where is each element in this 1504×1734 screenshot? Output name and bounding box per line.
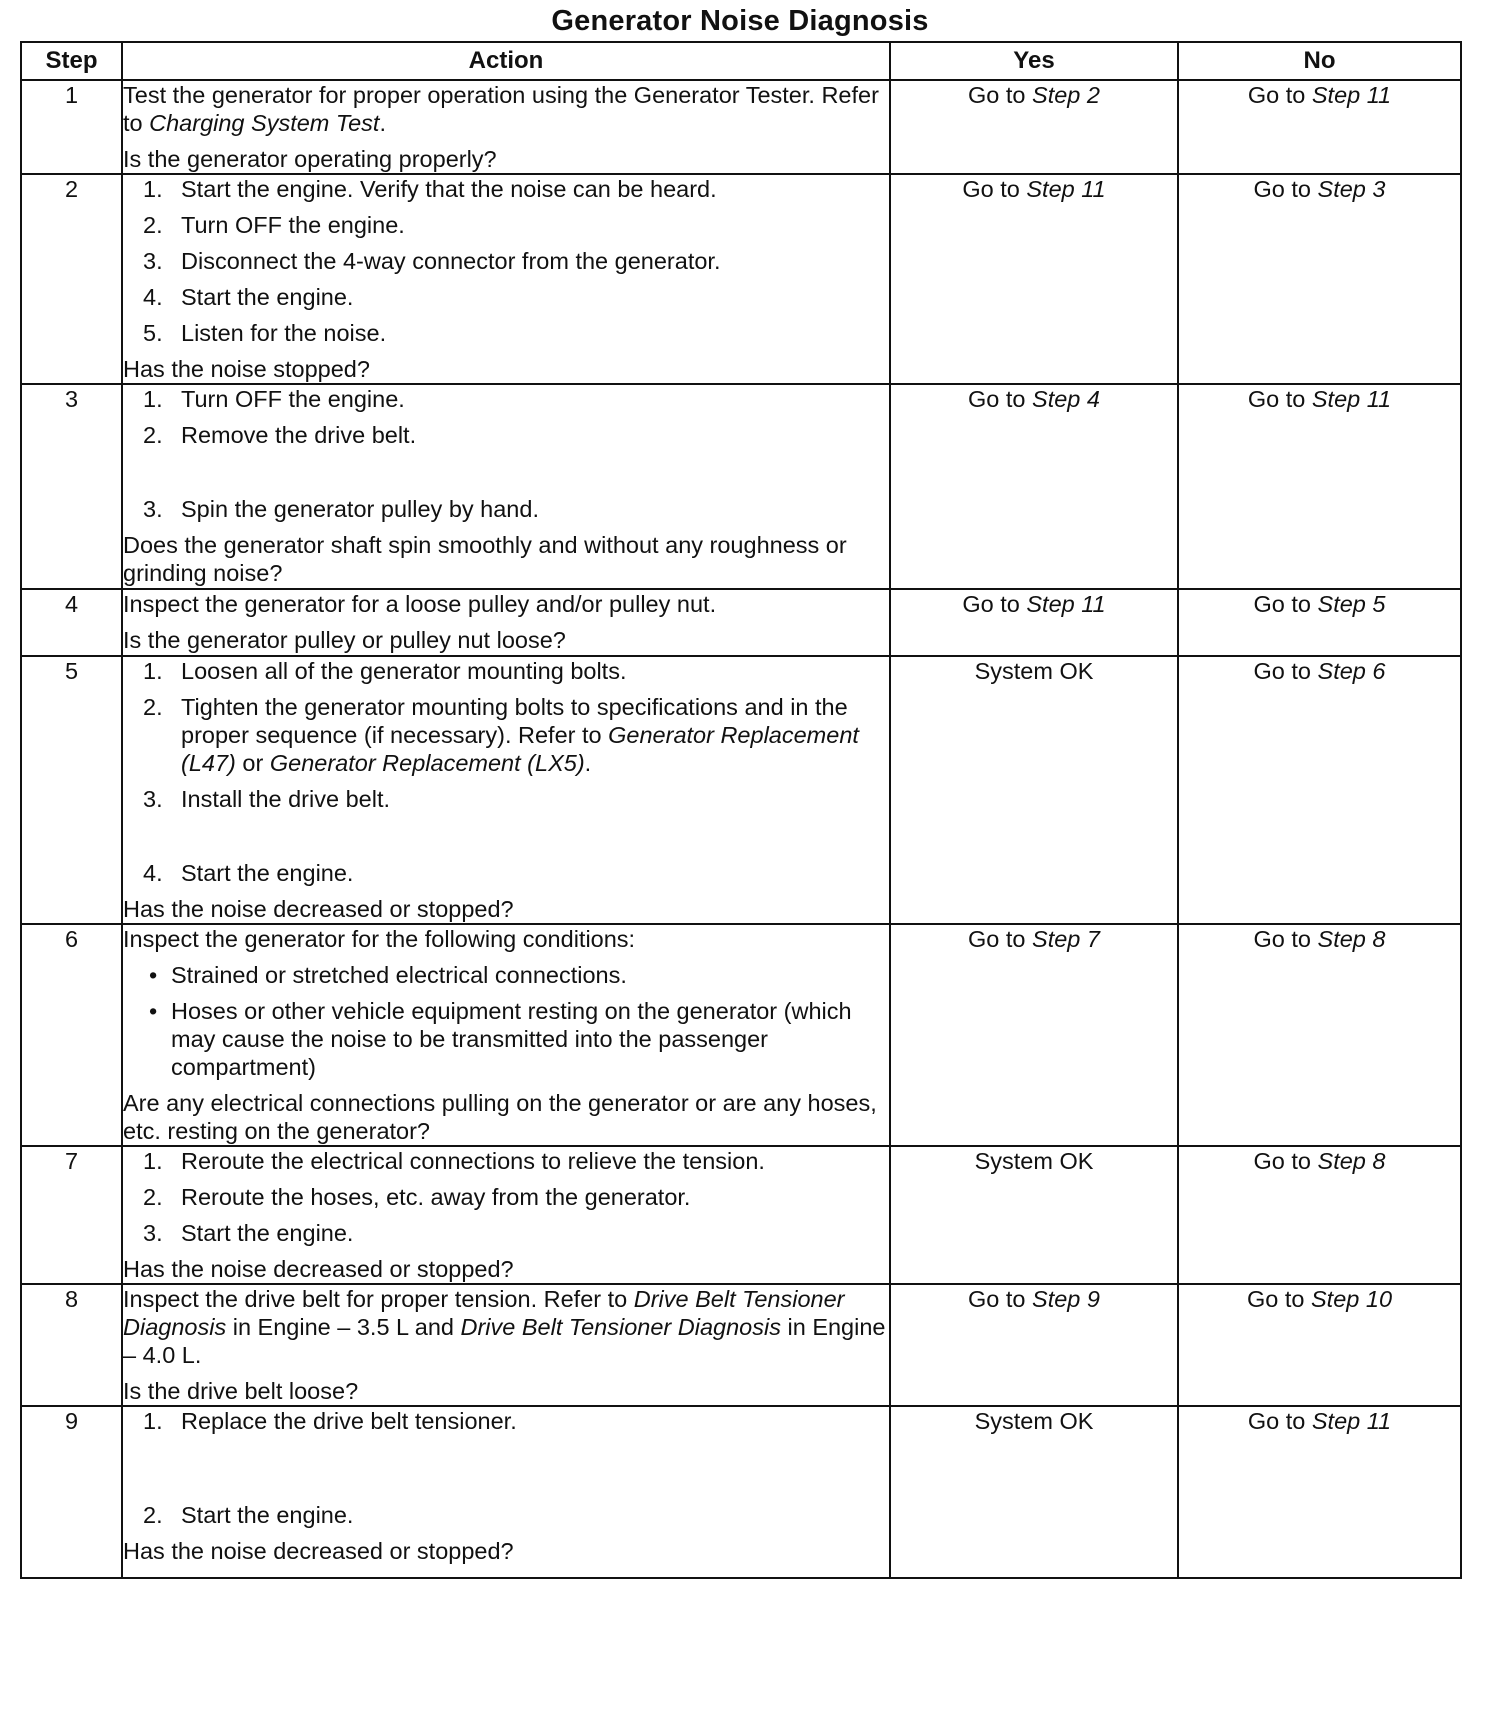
no-result-text: Go to bbox=[1253, 1148, 1318, 1174]
yes-result bbox=[890, 174, 1178, 384]
no-result-text: Go to bbox=[1247, 1408, 1312, 1434]
list-item-number: 2. bbox=[143, 1184, 163, 1210]
instruction-text: Inspect the generator for the following conditions: bbox=[123, 926, 636, 952]
header-yes: Yes bbox=[890, 42, 1178, 80]
list-item-text: Tighten the generator mounting bolts to specifications and in the proper sequence (if necessary). Refer to bbox=[181, 694, 848, 748]
list-item-text: Disconnect the 4-way connector from the generator. bbox=[181, 248, 721, 274]
action-instruction bbox=[123, 81, 889, 137]
table-row bbox=[21, 80, 1461, 174]
instruction-text: Inspect the generator for a loose pulley and/or pulley nut. bbox=[123, 591, 717, 617]
yes-result-text: Go to bbox=[962, 591, 1027, 617]
no-result bbox=[1178, 1146, 1461, 1284]
header-action: Action bbox=[122, 42, 890, 80]
list-item bbox=[123, 319, 889, 347]
condition-item bbox=[123, 961, 889, 989]
list-item bbox=[123, 283, 889, 311]
list-item-number: 3. bbox=[143, 496, 163, 522]
no-result-text: Go to bbox=[1253, 926, 1318, 952]
action-steps-list bbox=[123, 175, 889, 347]
instruction-text: in Engine – 4.0 L. bbox=[123, 1314, 886, 1368]
no-result-reference: Step 10 bbox=[1311, 1286, 1393, 1312]
condition-list bbox=[123, 961, 889, 1081]
list-item-text: Reroute the electrical connections to relieve the tension. bbox=[181, 1148, 765, 1174]
action-question: Has the noise stopped? bbox=[123, 356, 370, 382]
instruction-reference: Drive Belt Tensioner Diagnosis bbox=[460, 1314, 781, 1340]
yes-result-text: System OK bbox=[974, 1408, 1094, 1434]
step-number: 3 bbox=[21, 384, 122, 589]
list-item bbox=[123, 1147, 889, 1175]
step-number: 1 bbox=[21, 80, 122, 174]
action-question: Is the generator operating properly? bbox=[123, 146, 497, 172]
no-result bbox=[1178, 384, 1461, 589]
action-cell bbox=[122, 80, 890, 174]
list-item bbox=[123, 1501, 889, 1529]
list-item-number: 2. bbox=[143, 1502, 163, 1528]
action-question: Does the generator shaft spin smoothly and without any roughness or grinding noise? bbox=[123, 532, 847, 586]
list-item-text: Reroute the hoses, etc. away from the generator. bbox=[181, 1184, 691, 1210]
instruction-text: Test the generator for proper operation using the Generator Tester. Refer to bbox=[123, 82, 879, 136]
step-number: 2 bbox=[21, 174, 122, 384]
action-cell bbox=[122, 1284, 890, 1406]
no-result bbox=[1178, 924, 1461, 1146]
yes-result bbox=[890, 924, 1178, 1146]
header-step: Step bbox=[21, 42, 122, 80]
list-item-number: 4. bbox=[143, 860, 163, 886]
list-item-text: Turn OFF the engine. bbox=[181, 212, 405, 238]
list-item-text: Start the engine. bbox=[181, 284, 354, 310]
yes-result-reference: Step 2 bbox=[1032, 82, 1100, 108]
yes-result bbox=[890, 384, 1178, 589]
list-item-text: Remove the drive belt. bbox=[181, 422, 417, 448]
list-item-text: Start the engine. bbox=[181, 1220, 354, 1246]
no-result-reference: Step 3 bbox=[1317, 176, 1386, 202]
no-result bbox=[1178, 656, 1461, 924]
no-result-reference: Step 11 bbox=[1311, 386, 1392, 412]
list-item-reference: Generator Replacement (LX5) bbox=[269, 750, 585, 776]
action-question: Has the noise decreased or stopped? bbox=[123, 1256, 514, 1282]
list-item-text: . bbox=[584, 750, 592, 776]
list-item-text: or bbox=[235, 750, 270, 776]
action-cell bbox=[122, 656, 890, 924]
action-cell bbox=[122, 1146, 890, 1284]
list-item-number: 1. bbox=[143, 176, 163, 202]
no-result-reference: Step 11 bbox=[1311, 1408, 1392, 1434]
instruction-text: . bbox=[379, 110, 386, 136]
list-item bbox=[123, 1219, 889, 1247]
instruction-text: Inspect the drive belt for proper tension. Refer to bbox=[123, 1286, 634, 1312]
condition-text: Hoses or other vehicle equipment resting on the generator (which may cause the noise to be transmitted into the passenger compartment) bbox=[171, 998, 852, 1080]
header-no: No bbox=[1178, 42, 1461, 80]
yes-result-text: Go to bbox=[968, 82, 1033, 108]
list-item bbox=[123, 657, 889, 685]
list-item bbox=[123, 495, 889, 523]
list-item-number: 3. bbox=[143, 1220, 163, 1246]
yes-result bbox=[890, 589, 1178, 656]
yes-result-reference: Step 9 bbox=[1032, 1286, 1100, 1312]
header-row bbox=[21, 42, 1461, 80]
yes-result bbox=[890, 1284, 1178, 1406]
no-result-text: Go to bbox=[1253, 176, 1318, 202]
list-item bbox=[123, 385, 889, 413]
instruction-reference: Charging System Test bbox=[149, 110, 380, 136]
yes-result-reference: Step 11 bbox=[1026, 591, 1106, 617]
table-row bbox=[21, 174, 1461, 384]
action-instruction bbox=[123, 1285, 889, 1369]
step-number: 4 bbox=[21, 589, 122, 656]
list-item-number: 3. bbox=[143, 248, 163, 274]
action-question: Are any electrical connections pulling on the generator or are any hoses, etc. resting on the generator? bbox=[123, 1090, 877, 1144]
yes-result-text: Go to bbox=[968, 386, 1033, 412]
action-question: Is the generator pulley or pulley nut loose? bbox=[123, 627, 566, 653]
no-result-reference: Step 11 bbox=[1311, 82, 1392, 108]
no-result bbox=[1178, 1284, 1461, 1406]
action-question: Is the drive belt loose? bbox=[123, 1378, 359, 1404]
list-item-number: 5. bbox=[143, 320, 163, 346]
bullet-icon: • bbox=[149, 962, 158, 988]
no-result bbox=[1178, 589, 1461, 656]
no-result-text: Go to bbox=[1253, 591, 1318, 617]
condition-item bbox=[123, 997, 889, 1081]
no-result-text: Go to bbox=[1253, 658, 1318, 684]
no-result-text: Go to bbox=[1246, 1286, 1311, 1312]
action-cell bbox=[122, 174, 890, 384]
instruction-reference: Drive Belt Tensioner Diagnosis bbox=[123, 1286, 845, 1340]
step-number: 7 bbox=[21, 1146, 122, 1284]
list-item-number: 1. bbox=[143, 1148, 163, 1174]
yes-result-reference: Step 4 bbox=[1032, 386, 1100, 412]
list-item-number: 1. bbox=[143, 1408, 163, 1434]
yes-result-text: System OK bbox=[974, 658, 1094, 684]
no-result bbox=[1178, 80, 1461, 174]
list-item bbox=[123, 693, 889, 777]
list-item-text: Spin the generator pulley by hand. bbox=[181, 496, 539, 522]
list-item-text: Turn OFF the engine. bbox=[181, 386, 405, 412]
yes-result-text: Go to bbox=[968, 926, 1033, 952]
yes-result-text: Go to bbox=[962, 176, 1027, 202]
yes-result-text: System OK bbox=[974, 1148, 1094, 1174]
yes-result bbox=[890, 80, 1178, 174]
step-number: 8 bbox=[21, 1284, 122, 1406]
action-cell bbox=[122, 589, 890, 656]
action-instruction bbox=[123, 590, 889, 618]
list-item-text: Replace the drive belt tensioner. bbox=[181, 1408, 517, 1434]
step-number: 9 bbox=[21, 1406, 122, 1578]
no-result-reference: Step 5 bbox=[1317, 591, 1386, 617]
list-item-text: Start the engine. bbox=[181, 1502, 354, 1528]
list-item bbox=[123, 247, 889, 275]
list-item-text: Loosen all of the generator mounting bolts. bbox=[181, 658, 627, 684]
list-item-reference: Generator Replacement (L47) bbox=[181, 722, 859, 776]
table-row bbox=[21, 1284, 1461, 1406]
bullet-icon: • bbox=[149, 998, 158, 1024]
yes-result bbox=[890, 1146, 1178, 1284]
no-result-reference: Step 6 bbox=[1317, 658, 1386, 684]
table-body bbox=[21, 80, 1461, 1578]
yes-result-text: Go to bbox=[968, 1286, 1033, 1312]
table-row bbox=[21, 924, 1461, 1146]
list-item-number: 2. bbox=[143, 694, 163, 720]
list-item bbox=[123, 211, 889, 239]
step-number: 6 bbox=[21, 924, 122, 1146]
table-row bbox=[21, 589, 1461, 656]
list-item bbox=[123, 421, 889, 449]
action-cell bbox=[122, 1406, 890, 1578]
action-question: Has the noise decreased or stopped? bbox=[123, 896, 514, 922]
no-result bbox=[1178, 174, 1461, 384]
list-item bbox=[123, 1183, 889, 1211]
action-steps-list bbox=[123, 1147, 889, 1247]
yes-result bbox=[890, 656, 1178, 924]
table-row bbox=[21, 384, 1461, 589]
condition-text: Strained or stretched electrical connections. bbox=[171, 962, 627, 988]
list-item-text: Start the engine. Verify that the noise can be heard. bbox=[181, 176, 717, 202]
list-item-number: 2. bbox=[143, 422, 163, 448]
yes-result-reference: Step 11 bbox=[1026, 176, 1106, 202]
action-steps-list bbox=[123, 385, 889, 523]
action-cell bbox=[122, 924, 890, 1146]
action-steps-list bbox=[123, 1407, 889, 1529]
list-item-text: Listen for the noise. bbox=[181, 320, 387, 346]
action-steps-list bbox=[123, 657, 889, 887]
list-item-number: 1. bbox=[143, 386, 163, 412]
table-row bbox=[21, 1146, 1461, 1284]
instruction-text: in Engine – 3.5 L and bbox=[226, 1314, 461, 1340]
action-question: Has the noise decreased or stopped? bbox=[123, 1538, 514, 1564]
no-result-text: Go to bbox=[1247, 82, 1312, 108]
list-item bbox=[123, 175, 889, 203]
list-item bbox=[123, 859, 889, 887]
list-item-number: 2. bbox=[143, 212, 163, 238]
diagnosis-table bbox=[20, 41, 1462, 1579]
yes-result bbox=[890, 1406, 1178, 1578]
yes-result-reference: Step 7 bbox=[1032, 926, 1100, 952]
table-row bbox=[21, 656, 1461, 924]
no-result-reference: Step 8 bbox=[1317, 1148, 1386, 1174]
action-instruction bbox=[123, 925, 889, 953]
action-cell bbox=[122, 384, 890, 589]
table-row bbox=[21, 1406, 1461, 1578]
list-item-number: 1. bbox=[143, 658, 163, 684]
list-item bbox=[123, 1407, 889, 1435]
list-item bbox=[123, 785, 889, 813]
step-number: 5 bbox=[21, 656, 122, 924]
no-result bbox=[1178, 1406, 1461, 1578]
list-item-text: Start the engine. bbox=[181, 860, 354, 886]
list-item-number: 4. bbox=[143, 284, 163, 310]
list-item-text: Install the drive belt. bbox=[181, 786, 390, 812]
no-result-text: Go to bbox=[1247, 386, 1312, 412]
no-result-reference: Step 8 bbox=[1317, 926, 1386, 952]
page-title: Generator Noise Diagnosis bbox=[551, 5, 929, 37]
list-item-number: 3. bbox=[143, 786, 163, 812]
